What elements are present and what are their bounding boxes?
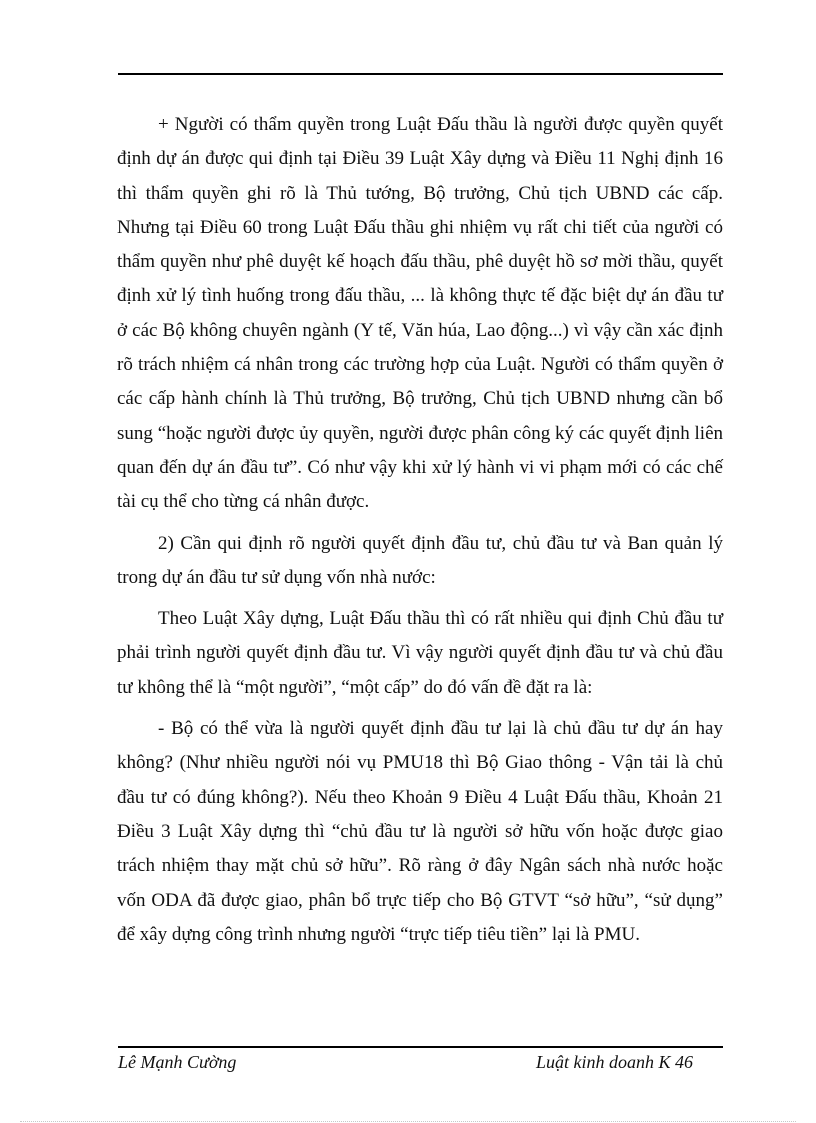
footer-author: Lê Mạnh Cường	[118, 1052, 237, 1072]
header-rule	[118, 73, 723, 75]
page-edge-divider	[20, 1121, 796, 1122]
paragraph: - Bộ có thể vừa là người quyết định đầu tư lại là chủ đầu tư dự án hay không? (Như nhiều người nói vụ PMU18 thì Bộ Giao thông - Vận tải là chủ đầu tư có đúng không?). Nếu theo Khoản 9 Điều 4 Luật Đấu thầu, Khoản 21 Điều 3 Luật Xây dựng thì “chủ đầu tư là người sở hữu vốn hoặc được giao trách nhiệm thay mặt chủ sở hữu”. Rõ ràng ở đây Ngân sách nhà nước hoặc vốn ODA đã được giao, phân bổ trực tiếp cho Bộ GTVT “sở hữu”, “sử dụng” để xây dựng công trình nhưng người “trực tiếp tiêu tiền” lại là PMU.	[117, 718, 723, 945]
paragraph: Theo Luật Xây dựng, Luật Đấu thầu thì có rất nhiều qui định Chủ đầu tư phải trình người quyết định đầu tư. Vì vậy người quyết định đầu tư và chủ đầu tư không thể là “một người”, “một cấp” do đó vấn đề đặt ra là:	[117, 608, 723, 698]
footer-course: Luật kinh doanh K 46	[536, 1052, 694, 1072]
document-body	[117, 108, 723, 959]
paragraph: 2) Cần qui định rõ người quyết định đầu tư, chủ đầu tư và Ban quản lý trong dự án đầu tư sử dụng vốn nhà nước:	[117, 532, 723, 588]
footer-rule	[118, 1046, 723, 1048]
paragraph: + Người có thẩm quyền trong Luật Đấu thầu là người được quyền quyết định dự án được qui định tại Điều 39 Luật Xây dựng và Điều 11 Nghị định 16 thì thẩm quyền ghi rõ là Thủ tướng, Bộ trưởng, Chủ tịch UBND các cấp. Nhưng tại Điều 60 trong Luật Đấu thầu ghi nhiệm vụ rất chi tiết của người có thẩm quyền như phê duyệt kế hoạch đấu thầu, phê duyệt hồ sơ mời thầu, quyết định xử lý tình huống trong đấu thầu, ... là không thực tế đặc biệt dự án đầu tư ở các Bộ không chuyên ngành (Y tế, Văn húa, Lao động...) vì vậy cần xác định rõ trách nhiệm cá nhân trong các trường hợp của Luật. Người có thẩm quyền ở các cấp hành chính là Thủ trưởng, Bộ trưởng, Chủ tịch UBND nhưng cần bổ sung “hoặc người được ủy quyền, người được phân công ký các quyết định liên quan đến dự án đầu tư”. Có như vậy khi xử lý hành vi vi phạm mới có các chế tài cụ thể cho từng cá nhân được.	[117, 114, 723, 513]
